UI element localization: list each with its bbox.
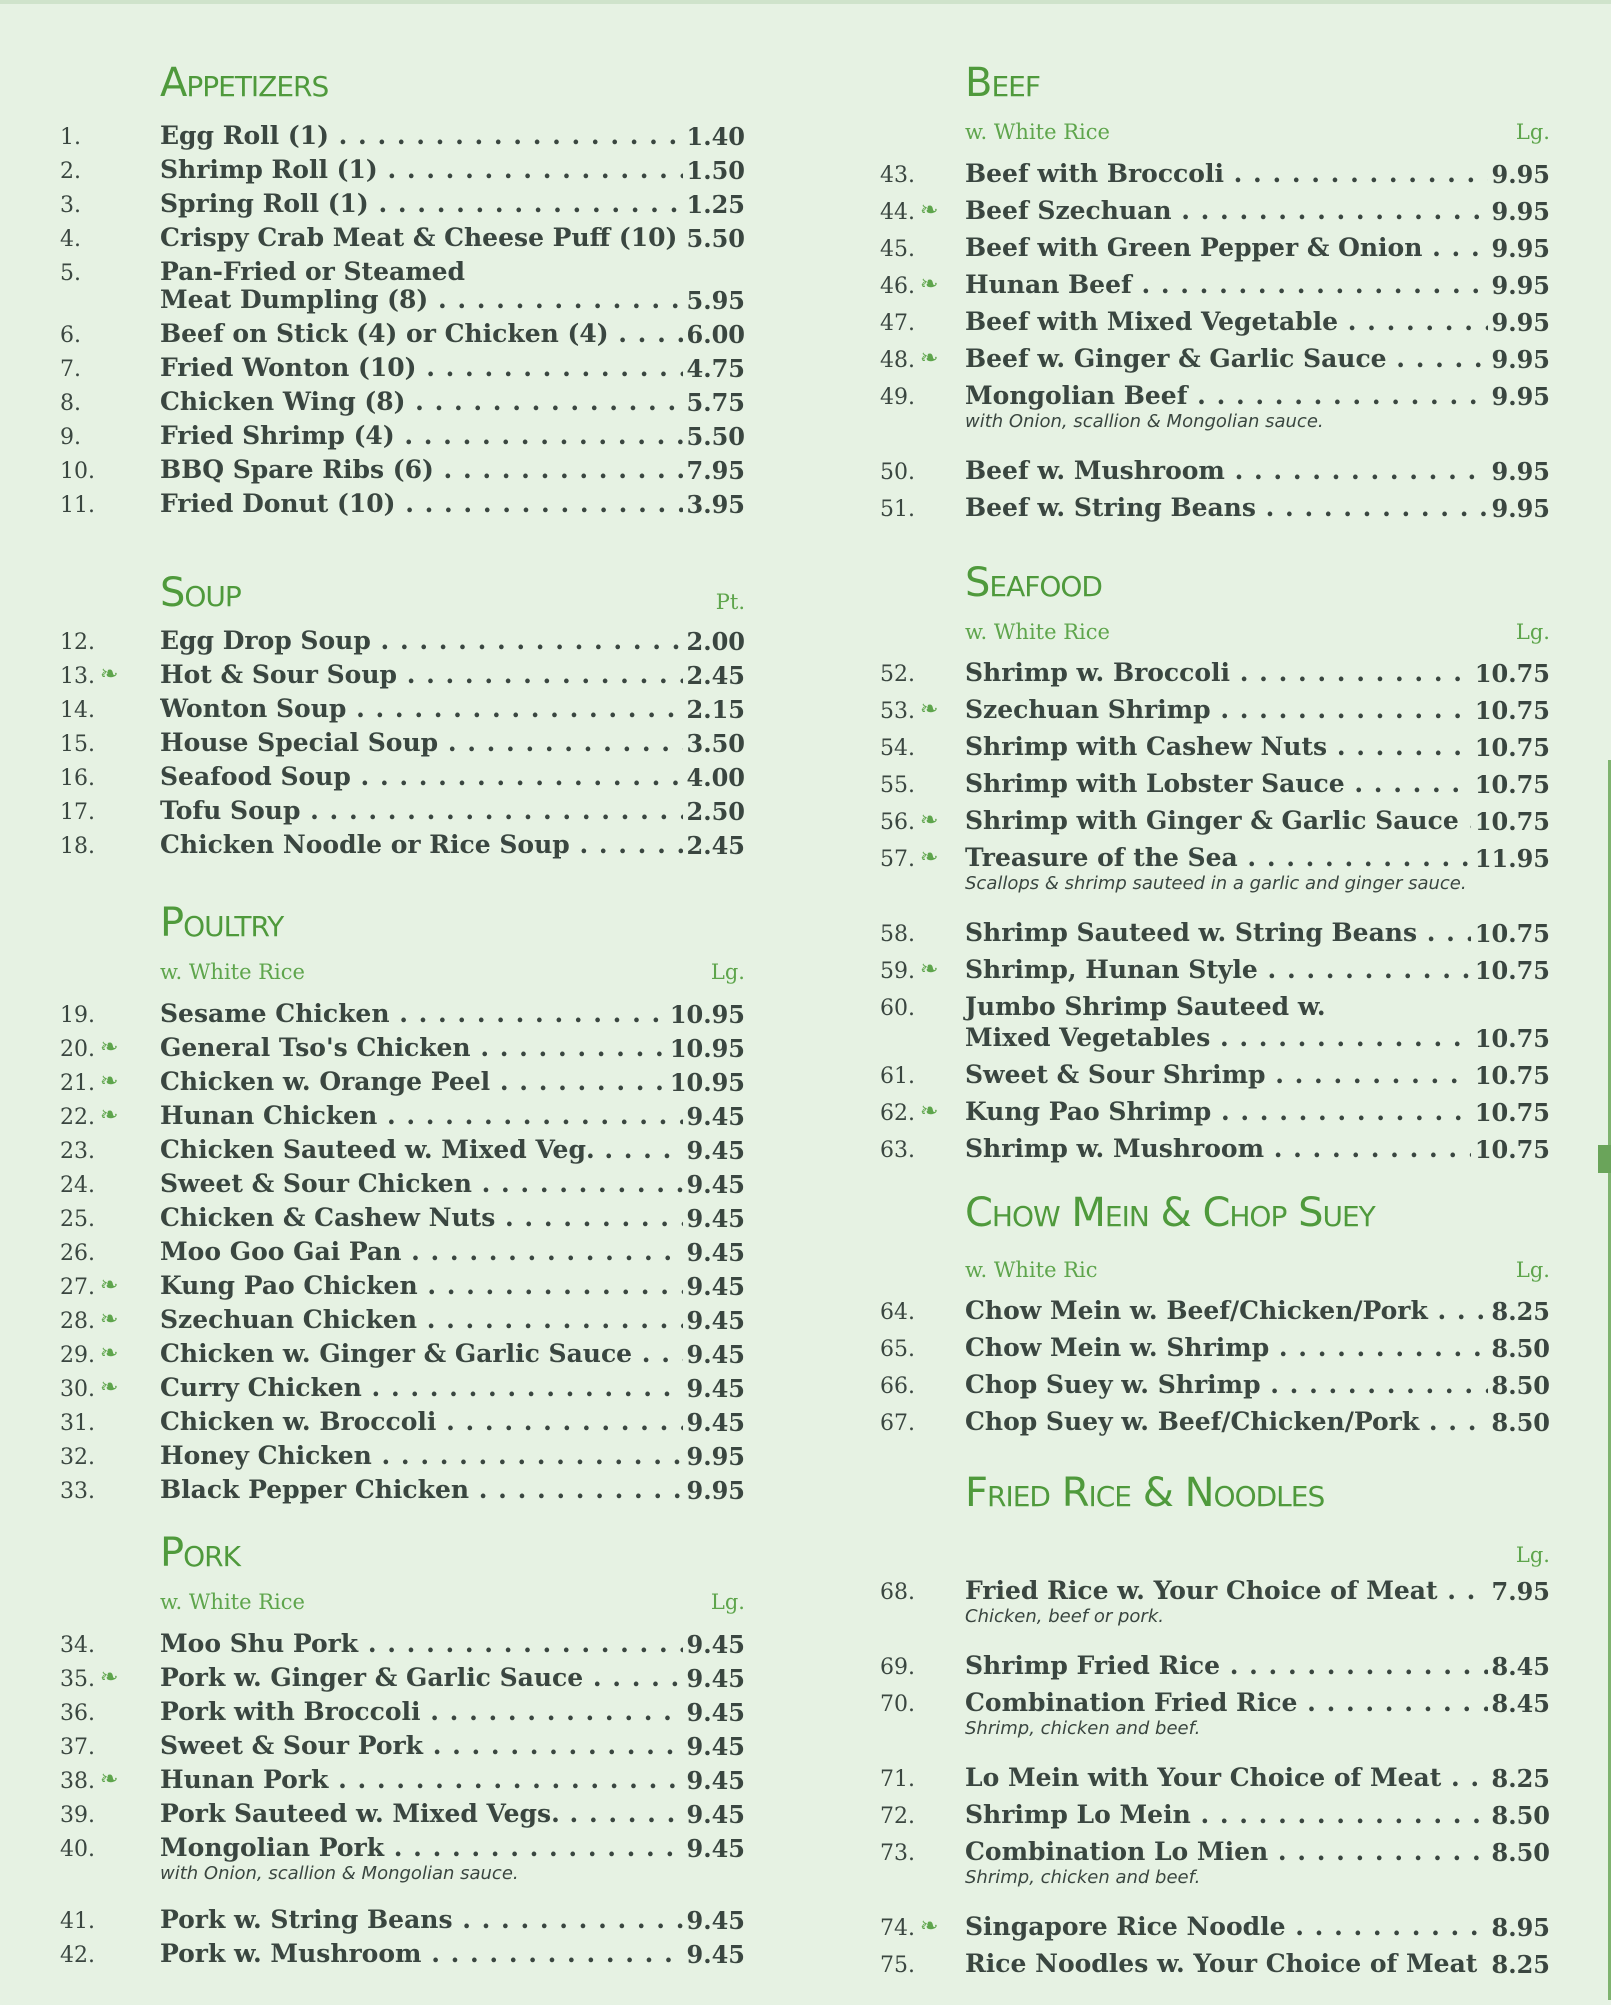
item-number: 31. [60, 1411, 95, 1436]
menu-item-name: Combination Lo Mien . . . [965, 1837, 1540, 1866]
menu-item-price: 9.45 [683, 1306, 745, 1335]
menu-item-price: 5.50 [683, 422, 745, 451]
menu-item-price: 5.75 [683, 388, 745, 417]
pork-size-header: Lg. [710, 1590, 745, 1614]
menu-item-price: 4.00 [683, 763, 745, 792]
menu-item-name: Seafood Soup . . . [160, 762, 735, 791]
item-number: 26. [60, 1241, 95, 1266]
item-number: 6. [60, 323, 81, 348]
menu-item-price: 9.45 [683, 1698, 745, 1727]
menu-item-name: Pan-Fried or Steamed [160, 257, 466, 286]
menu-item-description: Scallops & shrimp sauteed in a garlic and ginger sauce. [965, 873, 1467, 894]
item-number: 28. [60, 1309, 95, 1334]
menu-item-price: 9.45 [683, 1630, 745, 1659]
item-number: 25. [60, 1207, 95, 1232]
chili-pepper-icon: ❧ [100, 1307, 119, 1332]
menu-item-description: with Onion, scallion & Mongolian sauce. [965, 411, 1324, 432]
menu-item-name: Szechuan Chicken . . . [160, 1305, 735, 1334]
item-number: 51. [880, 497, 915, 522]
soup-size-header: Pt. [715, 590, 745, 614]
beef-subtitle: w. White Rice [965, 120, 1110, 144]
menu-item-price: 8.45 [1488, 1652, 1550, 1681]
menu-item-price: 5.50 [683, 224, 745, 253]
menu-item-price: 2.50 [683, 797, 745, 826]
menu-item-price: 10.75 [1471, 1024, 1550, 1053]
item-number: 55. [880, 773, 915, 798]
menu-item-price: 9.95 [1488, 308, 1550, 337]
item-number: 9. [60, 425, 81, 450]
menu-item-price: 1.50 [683, 156, 745, 185]
item-number: 69. [880, 1655, 915, 1680]
item-number: 7. [60, 357, 81, 382]
item-number: 45. [880, 237, 915, 262]
item-number: 46. [880, 274, 915, 299]
appetizers-section-title: Appetizers [160, 60, 329, 106]
item-number: 32. [60, 1445, 95, 1470]
menu-item-price: 1.25 [683, 190, 745, 219]
menu-item-name: Curry Chicken . . . [160, 1373, 735, 1402]
menu-item-price: 9.45 [683, 1664, 745, 1693]
menu-item-description: with Onion, scallion & Mongolian sauce. [160, 1863, 519, 1884]
menu-item-price: 8.45 [1488, 1689, 1550, 1718]
chili-pepper-icon: ❧ [100, 1767, 119, 1792]
item-number: 64. [880, 1300, 915, 1325]
chowmein-subtitle: w. White Ric [965, 1258, 1098, 1282]
menu-item-price: 11.95 [1471, 844, 1550, 873]
item-number: 57. [880, 847, 915, 872]
item-number: 4. [60, 227, 81, 252]
menu-item-name: Pork w. String Beans . . . [160, 1905, 735, 1934]
chili-pepper-icon: ❧ [100, 1035, 119, 1060]
menu-item-price: 3.95 [683, 490, 745, 519]
menu-item-price: 8.50 [1488, 1371, 1550, 1400]
item-number: 65. [880, 1337, 915, 1362]
menu-item-price: 10.75 [1471, 1135, 1550, 1164]
menu-item-name: Chow Mein w. Beef/Chicken/Pork . . . [965, 1296, 1540, 1325]
item-number: 73. [880, 1841, 915, 1866]
menu-item-name: Egg Drop Soup . . . [160, 626, 735, 655]
item-number: 17. [60, 800, 95, 825]
item-number: 71. [880, 1767, 915, 1792]
chili-pepper-icon: ❧ [920, 1914, 939, 1939]
item-number: 39. [60, 1803, 95, 1828]
menu-item-name: Beef w. String Beans . . . [965, 493, 1540, 522]
menu-item-price: 8.25 [1488, 1950, 1550, 1979]
menu-item-price: 9.45 [683, 1800, 745, 1829]
item-number: 20. [60, 1037, 95, 1062]
item-number: 15. [60, 732, 95, 757]
item-number: 35. [60, 1667, 95, 1692]
menu-item-name: Egg Roll (1) . . . [160, 121, 735, 150]
item-number: 30. [60, 1377, 95, 1402]
menu-item-name: Fried Shrimp (4) . . . [160, 421, 735, 450]
item-number: 62. [880, 1101, 915, 1126]
menu-item-price: 9.45 [683, 1204, 745, 1233]
menu-item-price: 9.45 [683, 1766, 745, 1795]
menu-item-price: 6.00 [683, 320, 745, 349]
menu-item-name: Pork w. Mushroom . . . [160, 1939, 735, 1968]
chili-pepper-icon: ❧ [920, 957, 939, 982]
item-number: 53. [880, 699, 915, 724]
item-number: 43. [880, 163, 915, 188]
menu-item-price: 9.95 [1488, 271, 1550, 300]
item-number: 59. [880, 959, 915, 984]
menu-item-name: Chicken Noodle or Rice Soup . . . [160, 830, 735, 859]
chili-pepper-icon: ❧ [920, 845, 939, 870]
seafood-section-title: Seafood [965, 560, 1102, 606]
menu-item-price: 10.75 [1471, 1061, 1550, 1090]
menu-item-name: Lo Mein with Your Choice of Meat . . . [965, 1763, 1540, 1792]
menu-item-price: 8.25 [1488, 1297, 1550, 1326]
menu-item-name: Kung Pao Chicken . . . [160, 1271, 735, 1300]
item-number: 21. [60, 1071, 95, 1096]
menu-item-name: Pork with Broccoli . . . [160, 1697, 735, 1726]
menu-item-name-line2: Mixed Vegetables . . . [965, 1023, 1540, 1052]
menu-item-name: Chicken & Cashew Nuts . . . [160, 1203, 735, 1232]
item-number: 27. [60, 1275, 95, 1300]
item-number: 72. [880, 1804, 915, 1829]
beef-section-title: Beef [965, 60, 1040, 106]
menu-item-price: 9.95 [1488, 457, 1550, 486]
menu-item-name: Pork w. Ginger & Garlic Sauce . . . [160, 1663, 735, 1692]
item-number: 54. [880, 736, 915, 761]
menu-item-name: Moo Goo Gai Pan . . . [160, 1237, 735, 1266]
menu-item-name: Chop Suey w. Shrimp . . . [965, 1370, 1540, 1399]
menu-item-name: Mongolian Beef . . . [965, 381, 1540, 410]
chili-pepper-icon: ❧ [920, 697, 939, 722]
menu-item-description: Shrimp, chicken and beef. [965, 1867, 1201, 1888]
seafood-subtitle: w. White Rice [965, 620, 1110, 644]
menu-item-price: 9.45 [683, 1238, 745, 1267]
menu-item-name: BBQ Spare Ribs (6) . . . [160, 455, 735, 484]
menu-item-price: 10.95 [666, 1068, 745, 1097]
menu-item-price: 9.95 [1488, 382, 1550, 411]
menu-item-price: 10.75 [1471, 659, 1550, 688]
menu-item-price: 9.95 [1488, 234, 1550, 263]
menu-item-name: Hunan Pork . . . [160, 1765, 735, 1794]
menu-item-price: 9.45 [683, 1374, 745, 1403]
menu-item-name: Mongolian Pork . . . [160, 1833, 735, 1862]
menu-item-name: Shrimp Lo Mein . . . [965, 1800, 1540, 1829]
menu-item-price: 2.00 [683, 627, 745, 656]
fold-tab [1598, 1145, 1611, 1173]
menu-item-name: Spring Roll (1) . . . [160, 189, 735, 218]
item-number: 37. [60, 1735, 95, 1760]
menu-item-name-line2: Meat Dumpling (8) . . . [160, 285, 735, 314]
menu-item-name: Combination Fried Rice . . . [965, 1688, 1540, 1717]
pork-section-title: Pork [160, 1530, 240, 1576]
menu-item-name: Kung Pao Shrimp . . . [965, 1097, 1540, 1126]
beef-size-header: Lg. [1515, 120, 1550, 144]
item-number: 18. [60, 834, 95, 859]
item-number: 66. [880, 1374, 915, 1399]
menu-item-price: 10.75 [1471, 956, 1550, 985]
menu-item-name: Beef on Stick (4) or Chicken (4) . . . [160, 319, 735, 348]
poultry-size-header: Lg. [710, 960, 745, 984]
item-number: 49. [880, 385, 915, 410]
chili-pepper-icon: ❧ [920, 346, 939, 371]
chili-pepper-icon: ❧ [920, 198, 939, 223]
menu-item-name: Rice Noodles w. Your Choice of Meat . . . [965, 1949, 1540, 1978]
menu-item-price: 9.45 [683, 1940, 745, 1969]
chili-pepper-icon: ❧ [100, 1375, 119, 1400]
item-number: 61. [880, 1064, 915, 1089]
menu-item-price: 8.50 [1488, 1801, 1550, 1830]
menu-item-price: 9.95 [1488, 345, 1550, 374]
item-number: 11. [60, 493, 95, 518]
item-number: 34. [60, 1633, 95, 1658]
menu-item-price: 10.75 [1471, 807, 1550, 836]
menu-item-price: 8.50 [1488, 1334, 1550, 1363]
soup-section-title: Soup [160, 570, 241, 616]
item-number: 38. [60, 1769, 95, 1794]
menu-item-price: 2.45 [683, 831, 745, 860]
item-number: 3. [60, 193, 81, 218]
menu-item-name: Sweet & Sour Pork . . . [160, 1731, 735, 1760]
menu-item-name: House Special Soup . . . [160, 728, 735, 757]
item-number: 44. [880, 200, 915, 225]
menu-item-name: Chicken w. Broccoli . . . [160, 1407, 735, 1436]
menu-item-name: Shrimp with Ginger & Garlic Sauce . . . [965, 806, 1540, 835]
menu-item-name: Chop Suey w. Beef/Chicken/Pork . . . [965, 1407, 1540, 1436]
chili-pepper-icon: ❧ [100, 662, 119, 687]
menu-item-price: 3.50 [683, 729, 745, 758]
menu-item-price: 10.75 [1471, 919, 1550, 948]
poultry-subtitle: w. White Rice [160, 960, 305, 984]
menu-item-name: Moo Shu Pork . . . [160, 1629, 735, 1658]
item-number: 63. [880, 1138, 915, 1163]
item-number: 16. [60, 766, 95, 791]
pork-subtitle: w. White Rice [160, 1590, 305, 1614]
menu-item-name: General Tso's Chicken . . . [160, 1033, 735, 1062]
friedrice-section-title: Fried Rice & Noodles [965, 1470, 1325, 1516]
menu-item-name: Tofu Soup . . . [160, 796, 735, 825]
item-number: 19. [60, 1003, 95, 1028]
seafood-size-header: Lg. [1515, 620, 1550, 644]
menu-item-name: Chicken Sauteed w. Mixed Veg. . . . [160, 1135, 735, 1164]
menu-item-price: 9.45 [683, 1732, 745, 1761]
item-number: 67. [880, 1411, 915, 1436]
chili-pepper-icon: ❧ [100, 1341, 119, 1366]
item-number: 52. [880, 662, 915, 687]
menu-item-name: Beef w. Mushroom . . . [965, 456, 1540, 485]
item-number: 41. [60, 1909, 95, 1934]
menu-item-name: Fried Wonton (10) . . . [160, 353, 735, 382]
menu-item-price: 5.95 [683, 286, 745, 315]
menu-item-name: Crispy Crab Meat & Cheese Puff (10) . . . [160, 223, 735, 252]
menu-item-price: 2.45 [683, 661, 745, 690]
menu-item-name: Chow Mein w. Shrimp . . . [965, 1333, 1540, 1362]
menu-item-name: Shrimp, Hunan Style . . . [965, 955, 1540, 984]
menu-item-name: Honey Chicken . . . [160, 1441, 735, 1470]
item-number: 60. [880, 996, 915, 1021]
chili-pepper-icon: ❧ [920, 1099, 939, 1124]
item-number: 10. [60, 459, 95, 484]
menu-item-price: 8.50 [1488, 1838, 1550, 1867]
menu-item-name: Fried Donut (10) . . . [160, 489, 735, 518]
menu-item-price: 8.95 [1488, 1913, 1550, 1942]
menu-item-name: Chicken w. Orange Peel . . . [160, 1067, 735, 1096]
chowmein-size-header: Lg. [1515, 1258, 1550, 1282]
chili-pepper-icon: ❧ [100, 1273, 119, 1298]
item-number: 56. [880, 810, 915, 835]
chili-pepper-icon: ❧ [100, 1665, 119, 1690]
menu-item-name: Hot & Sour Soup . . . [160, 660, 735, 689]
menu-item-price: 9.45 [683, 1834, 745, 1863]
item-number: 24. [60, 1173, 95, 1198]
item-number: 74. [880, 1916, 915, 1941]
item-number: 68. [880, 1580, 915, 1605]
chili-pepper-icon: ❧ [100, 1103, 119, 1128]
item-number: 70. [880, 1692, 915, 1717]
item-number: 50. [880, 460, 915, 485]
item-number: 13. [60, 664, 95, 689]
menu-item-name: Jumbo Shrimp Sauteed w. [965, 992, 1326, 1021]
menu-item-name: Sweet & Sour Shrimp . . . [965, 1060, 1540, 1089]
menu-item-name: Treasure of the Sea . . . [965, 843, 1540, 872]
item-number: 33. [60, 1479, 95, 1504]
menu-item-price: 9.95 [683, 1442, 745, 1471]
menu-item-description: Chicken, beef or pork. [965, 1606, 1164, 1627]
menu-item-price: 10.95 [666, 1034, 745, 1063]
menu-item-price: 9.95 [1488, 197, 1550, 226]
item-number: 1. [60, 125, 81, 150]
menu-item-name: Shrimp Sauteed w. String Beans . . . [965, 918, 1540, 947]
menu-item-name: Shrimp Roll (1) . . . [160, 155, 735, 184]
menu-item-name: Wonton Soup . . . [160, 694, 735, 723]
menu-item-price: 9.95 [1488, 494, 1550, 523]
chili-pepper-icon: ❧ [920, 272, 939, 297]
poultry-section-title: Poultry [160, 900, 284, 946]
menu-item-name: Beef w. Ginger & Garlic Sauce . . . [965, 344, 1540, 373]
menu-item-price: 8.50 [1488, 1408, 1550, 1437]
menu-item-name: Beef with Green Pepper & Onion . . . [965, 233, 1540, 262]
item-number: 12. [60, 630, 95, 655]
menu-item-price: 1.40 [683, 122, 745, 151]
item-number: 58. [880, 922, 915, 947]
menu-item-name: Pork Sauteed w. Mixed Vegs. . . . [160, 1799, 735, 1828]
chili-pepper-icon: ❧ [920, 808, 939, 833]
menu-item-price: 9.45 [683, 1906, 745, 1935]
item-number: 36. [60, 1701, 95, 1726]
item-number: 29. [60, 1343, 95, 1368]
menu-item-price: 7.95 [683, 456, 745, 485]
item-number: 5. [60, 261, 81, 286]
item-number: 8. [60, 391, 81, 416]
item-number: 42. [60, 1943, 95, 1968]
item-number: 2. [60, 159, 81, 184]
menu-item-name: Hunan Beef . . . [965, 270, 1540, 299]
menu-item-price: 2.15 [683, 695, 745, 724]
menu-item-price: 10.75 [1471, 1098, 1550, 1127]
menu-item-name: Chicken w. Ginger & Garlic Sauce . . . [160, 1339, 735, 1368]
menu-item-name: Chicken Wing (8) . . . [160, 387, 735, 416]
menu-item-name: Singapore Rice Noodle . . . [965, 1912, 1540, 1941]
menu-item-description: Shrimp, chicken and beef. [965, 1718, 1201, 1739]
menu-item-price: 4.75 [683, 354, 745, 383]
menu-item-name: Shrimp with Cashew Nuts . . . [965, 732, 1540, 761]
chili-pepper-icon: ❧ [100, 1069, 119, 1094]
menu-item-name: Beef with Mixed Vegetable . . . [965, 307, 1540, 336]
menu-item-name: Hunan Chicken . . . [160, 1101, 735, 1130]
menu-item-price: 9.45 [683, 1170, 745, 1199]
friedrice-size-header: Lg. [1515, 1543, 1550, 1567]
top-rule [0, 0, 1611, 4]
menu-item-price: 10.75 [1471, 733, 1550, 762]
item-number: 23. [60, 1139, 95, 1164]
menu-item-name: Fried Rice w. Your Choice of Meat . . . [965, 1576, 1540, 1605]
menu-item-price: 9.45 [683, 1136, 745, 1165]
menu-item-price: 10.95 [666, 1000, 745, 1029]
item-number: 14. [60, 698, 95, 723]
menu-item-name: Szechuan Shrimp . . . [965, 695, 1540, 724]
menu-item-name: Shrimp w. Broccoli . . . [965, 658, 1540, 687]
menu-item-name: Sesame Chicken . . . [160, 999, 735, 1028]
menu-item-price: 10.75 [1471, 696, 1550, 725]
menu-item-price: 7.95 [1488, 1577, 1550, 1606]
chowmein-section-title: Chow Mein & Chop Suey [965, 1190, 1375, 1236]
menu-item-price: 10.75 [1471, 770, 1550, 799]
menu-item-name: Shrimp w. Mushroom . . . [965, 1134, 1540, 1163]
item-number: 75. [880, 1953, 915, 1978]
menu-item-price: 9.45 [683, 1340, 745, 1369]
menu-item-price: 9.95 [1488, 160, 1550, 189]
menu-item-name: Beef with Broccoli . . . [965, 159, 1540, 188]
menu-item-name: Shrimp Fried Rice . . . [965, 1651, 1540, 1680]
menu-item-name: Shrimp with Lobster Sauce . . . [965, 769, 1540, 798]
menu-item-price: 9.45 [683, 1272, 745, 1301]
item-number: 48. [880, 348, 915, 373]
menu-item-price: 9.95 [683, 1476, 745, 1505]
menu-item-name: Sweet & Sour Chicken . . . [160, 1169, 735, 1198]
menu-item-name: Black Pepper Chicken . . . [160, 1475, 735, 1504]
menu-item-price: 9.45 [683, 1408, 745, 1437]
menu-item-price: 9.45 [683, 1102, 745, 1131]
item-number: 22. [60, 1105, 95, 1130]
item-number: 40. [60, 1837, 95, 1862]
menu-item-name: Beef Szechuan . . . [965, 196, 1540, 225]
item-number: 47. [880, 311, 915, 336]
menu-item-price: 8.25 [1488, 1764, 1550, 1793]
